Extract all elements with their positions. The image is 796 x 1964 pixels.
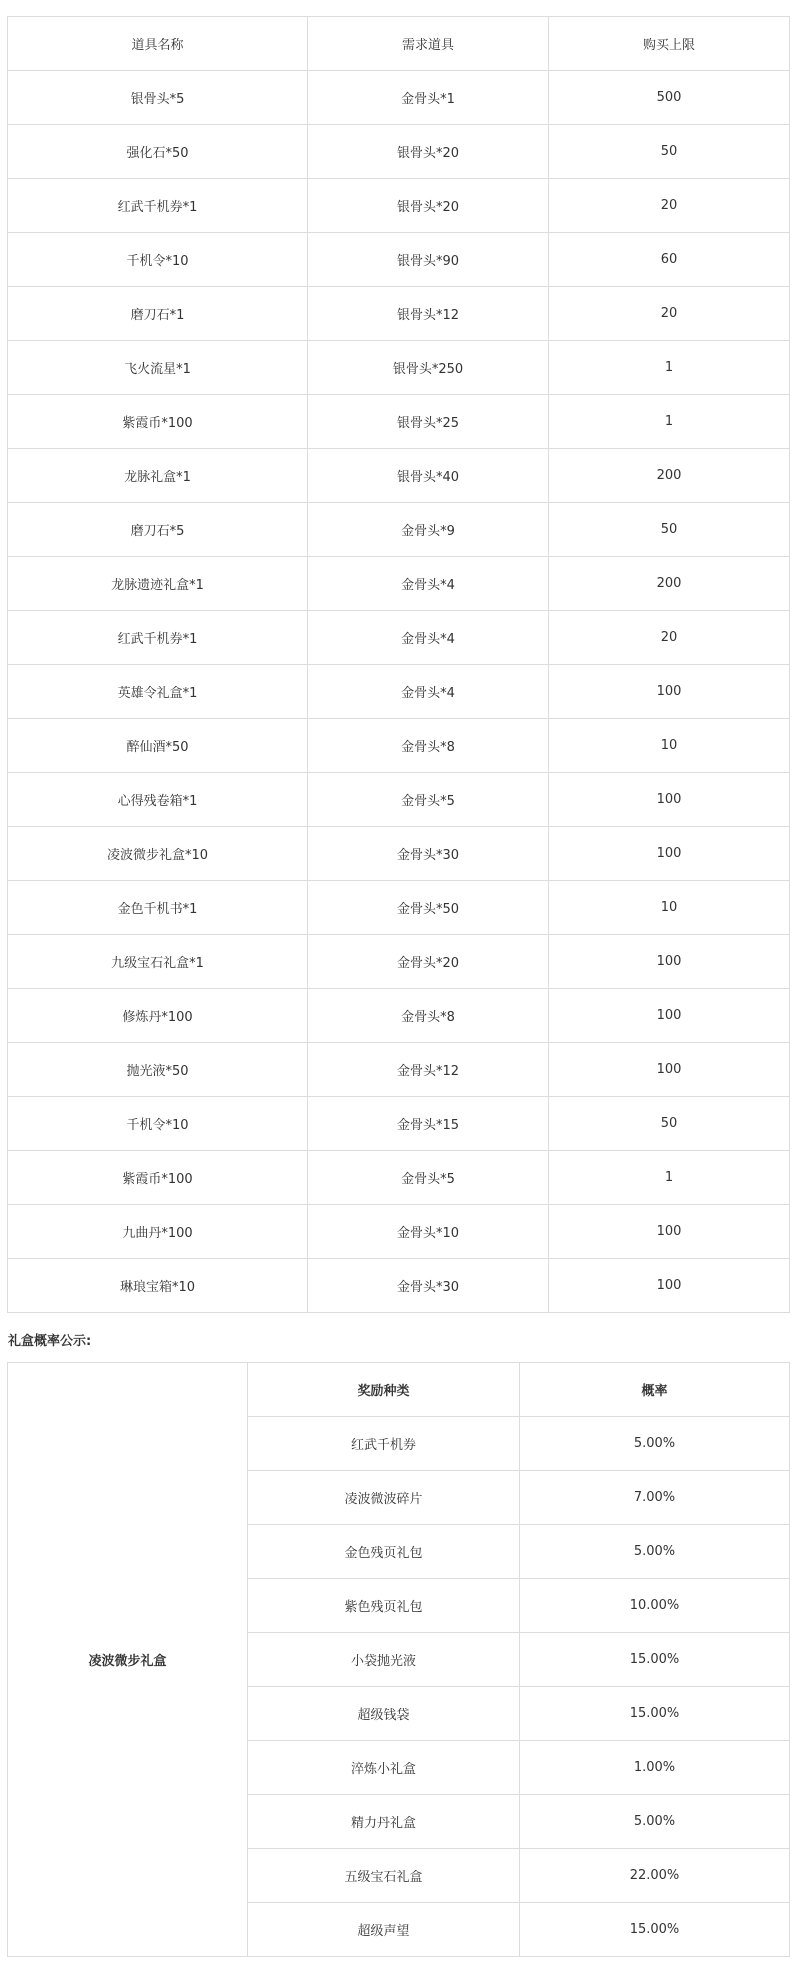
- probability-table: [7, 1362, 790, 1957]
- purchase-limit-cell: 20: [549, 287, 790, 341]
- item-name-cell: 紫霞币*100: [8, 1151, 308, 1205]
- required-item-cell: 金骨头*30: [308, 1259, 549, 1313]
- purchase-limit-cell: 500: [549, 71, 790, 125]
- reward-type-cell: 凌波微波碎片: [248, 1471, 520, 1525]
- item-name-cell: 金色千机书*1: [8, 881, 308, 935]
- item-name-cell: 琳琅宝箱*10: [8, 1259, 308, 1313]
- table-row: [8, 773, 790, 827]
- item-name-cell: 千机令*10: [8, 233, 308, 287]
- probability-cell: 15.00%: [520, 1903, 790, 1957]
- purchase-limit-cell: 200: [549, 557, 790, 611]
- item-name-cell: 磨刀石*5: [8, 503, 308, 557]
- probability-cell: 15.00%: [520, 1687, 790, 1741]
- item-name-cell: 九曲丹*100: [8, 1205, 308, 1259]
- item-name-cell: 红武千机券*1: [8, 611, 308, 665]
- purchase-limit-cell: 100: [549, 665, 790, 719]
- purchase-limit-cell: 100: [549, 1043, 790, 1097]
- probability-cell: 15.00%: [520, 1633, 790, 1687]
- item-name-cell: 飞火流星*1: [8, 341, 308, 395]
- purchase-limit-cell: 100: [549, 773, 790, 827]
- table-row: [8, 449, 790, 503]
- table-row: [8, 989, 790, 1043]
- item-name-cell: 抛光液*50: [8, 1043, 308, 1097]
- item-name-cell: 龙脉礼盒*1: [8, 449, 308, 503]
- reward-type-cell: 红武千机券: [248, 1417, 520, 1471]
- required-item-cell: 银骨头*25: [308, 395, 549, 449]
- required-item-cell: 银骨头*40: [308, 449, 549, 503]
- probability-cell: 22.00%: [520, 1849, 790, 1903]
- table-row: [8, 503, 790, 557]
- required-item-cell: 金骨头*8: [308, 719, 549, 773]
- reward-type-cell: 超级声望: [248, 1903, 520, 1957]
- table-row: [8, 827, 790, 881]
- required-item-cell: 银骨头*90: [308, 233, 549, 287]
- probability-cell: 5.00%: [520, 1795, 790, 1849]
- required-item-cell: 银骨头*20: [308, 179, 549, 233]
- item-name-cell: 九级宝石礼盒*1: [8, 935, 308, 989]
- required-item-cell: 金骨头*50: [308, 881, 549, 935]
- probability-cell: 1.00%: [520, 1741, 790, 1795]
- shop-table-body: [8, 71, 790, 1313]
- required-item-cell: 银骨头*20: [308, 125, 549, 179]
- shop-header-row: [8, 17, 790, 71]
- table-row: [8, 341, 790, 395]
- probability-header-row: [8, 1363, 790, 1417]
- table-row: [8, 1151, 790, 1205]
- required-item-cell: 金骨头*10: [308, 1205, 549, 1259]
- probability-cell: 5.00%: [520, 1525, 790, 1579]
- probability-cell: 10.00%: [520, 1579, 790, 1633]
- reward-type-cell: 精力丹礼盒: [248, 1795, 520, 1849]
- table-row: [8, 611, 790, 665]
- required-item-cell: 金骨头*4: [308, 611, 549, 665]
- table-row: [8, 719, 790, 773]
- reward-type-cell: 紫色残页礼包: [248, 1579, 520, 1633]
- reward-type-cell: 小袋抛光液: [248, 1633, 520, 1687]
- purchase-limit-cell: 100: [549, 1205, 790, 1259]
- purchase-limit-cell: 1: [549, 1151, 790, 1205]
- table-row: [8, 395, 790, 449]
- item-name-cell: 醉仙酒*50: [8, 719, 308, 773]
- required-item-cell: 金骨头*4: [308, 557, 549, 611]
- purchase-limit-cell: 100: [549, 1259, 790, 1313]
- required-item-cell: 金骨头*8: [308, 989, 549, 1043]
- required-item-cell: 金骨头*4: [308, 665, 549, 719]
- purchase-limit-cell: 200: [549, 449, 790, 503]
- purchase-limit-cell: 100: [549, 989, 790, 1043]
- purchase-limit-cell: 1: [549, 395, 790, 449]
- item-name-cell: 凌波微步礼盒*10: [8, 827, 308, 881]
- table-row: [8, 233, 790, 287]
- purchase-limit-cell: 50: [549, 1097, 790, 1151]
- box-name-cell: 凌波微步礼盒: [8, 1363, 248, 1957]
- purchase-limit-cell: 50: [549, 503, 790, 557]
- table-row: [8, 1097, 790, 1151]
- purchase-limit-cell: 100: [549, 827, 790, 881]
- header-item-name: 道具名称: [8, 17, 308, 71]
- item-name-cell: 银骨头*5: [8, 71, 308, 125]
- item-name-cell: 龙脉遗迹礼盒*1: [8, 557, 308, 611]
- probability-cell: 7.00%: [520, 1471, 790, 1525]
- table-row: [8, 125, 790, 179]
- item-name-cell: 千机令*10: [8, 1097, 308, 1151]
- item-name-cell: 英雄令礼盒*1: [8, 665, 308, 719]
- required-item-cell: 金骨头*20: [308, 935, 549, 989]
- item-name-cell: 磨刀石*1: [8, 287, 308, 341]
- purchase-limit-cell: 60: [549, 233, 790, 287]
- header-purchase-limit: 购买上限: [549, 17, 790, 71]
- table-row: [8, 881, 790, 935]
- table-row: [8, 1205, 790, 1259]
- probability-section-title: 礼盒概率公示:: [8, 1334, 92, 1349]
- required-item-cell: 金骨头*12: [308, 1043, 549, 1097]
- header-required-item: 需求道具: [308, 17, 549, 71]
- header-probability: 概率: [520, 1363, 790, 1417]
- table-row: [8, 665, 790, 719]
- reward-type-cell: 超级钱袋: [248, 1687, 520, 1741]
- item-name-cell: 强化石*50: [8, 125, 308, 179]
- item-name-cell: 红武千机券*1: [8, 179, 308, 233]
- table-row: [8, 179, 790, 233]
- required-item-cell: 银骨头*250: [308, 341, 549, 395]
- table-row: [8, 935, 790, 989]
- purchase-limit-cell: 20: [549, 611, 790, 665]
- probability-table-body: [8, 1363, 790, 1957]
- purchase-limit-cell: 20: [549, 179, 790, 233]
- required-item-cell: 金骨头*1: [308, 71, 549, 125]
- reward-type-cell: 五级宝石礼盒: [248, 1849, 520, 1903]
- required-item-cell: 金骨头*5: [308, 1151, 549, 1205]
- purchase-limit-cell: 10: [549, 719, 790, 773]
- table-row: [8, 1043, 790, 1097]
- table-row: [8, 287, 790, 341]
- required-item-cell: 金骨头*15: [308, 1097, 549, 1151]
- table-row: [8, 557, 790, 611]
- purchase-limit-cell: 100: [549, 935, 790, 989]
- probability-cell: 5.00%: [520, 1417, 790, 1471]
- table-row: [8, 71, 790, 125]
- purchase-limit-cell: 50: [549, 125, 790, 179]
- item-name-cell: 紫霞币*100: [8, 395, 308, 449]
- required-item-cell: 金骨头*30: [308, 827, 549, 881]
- table-row: [8, 1259, 790, 1313]
- required-item-cell: 金骨头*9: [308, 503, 549, 557]
- item-name-cell: 心得残卷箱*1: [8, 773, 308, 827]
- purchase-limit-cell: 1: [549, 341, 790, 395]
- reward-type-cell: 金色残页礼包: [248, 1525, 520, 1579]
- purchase-limit-cell: 10: [549, 881, 790, 935]
- shop-exchange-table: [7, 16, 790, 1313]
- header-reward-type: 奖励种类: [248, 1363, 520, 1417]
- required-item-cell: 银骨头*12: [308, 287, 549, 341]
- item-name-cell: 修炼丹*100: [8, 989, 308, 1043]
- reward-type-cell: 淬炼小礼盒: [248, 1741, 520, 1795]
- required-item-cell: 金骨头*5: [308, 773, 549, 827]
